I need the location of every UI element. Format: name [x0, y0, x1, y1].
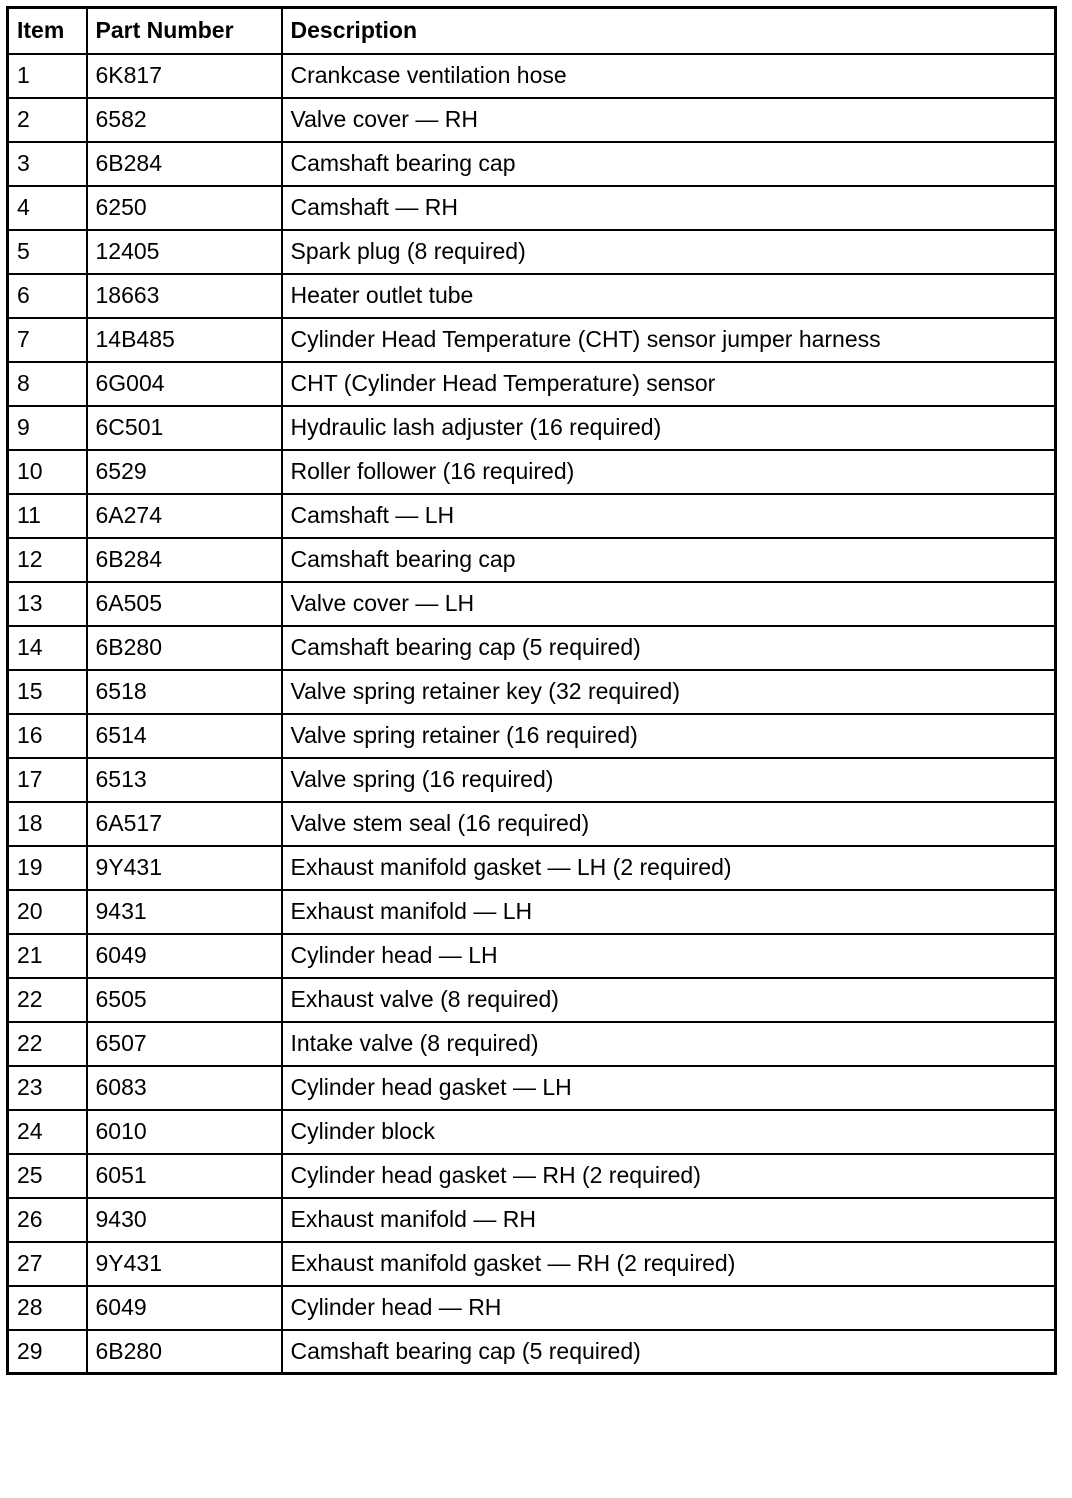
cell-item: 8	[8, 362, 87, 406]
header-item: Item	[8, 8, 87, 54]
cell-part-number: 9430	[87, 1198, 282, 1242]
table-row	[8, 98, 1056, 142]
cell-item: 10	[8, 450, 87, 494]
table-row	[8, 1066, 1056, 1110]
table-row	[8, 1330, 1056, 1374]
cell-description: Cylinder Head Temperature (CHT) sensor jumper harness	[282, 318, 1056, 362]
table-row	[8, 1022, 1056, 1066]
table-row	[8, 758, 1056, 802]
cell-item: 6	[8, 274, 87, 318]
cell-part-number: 6A274	[87, 494, 282, 538]
cell-item: 18	[8, 802, 87, 846]
cell-description: Valve cover — RH	[282, 98, 1056, 142]
cell-description: Exhaust valve (8 required)	[282, 978, 1056, 1022]
table-row	[8, 186, 1056, 230]
table-row	[8, 670, 1056, 714]
cell-part-number: 6529	[87, 450, 282, 494]
table-row	[8, 846, 1056, 890]
cell-description: Spark plug (8 required)	[282, 230, 1056, 274]
parts-table	[6, 6, 1057, 1375]
table-row	[8, 54, 1056, 98]
cell-item: 29	[8, 1330, 87, 1374]
cell-part-number: 6518	[87, 670, 282, 714]
table-row	[8, 1286, 1056, 1330]
cell-part-number: 6250	[87, 186, 282, 230]
cell-part-number: 6049	[87, 1286, 282, 1330]
cell-item: 21	[8, 934, 87, 978]
cell-description: Camshaft bearing cap (5 required)	[282, 1330, 1056, 1374]
cell-description: Hydraulic lash adjuster (16 required)	[282, 406, 1056, 450]
cell-item: 28	[8, 1286, 87, 1330]
cell-item: 19	[8, 846, 87, 890]
cell-description: Heater outlet tube	[282, 274, 1056, 318]
cell-part-number: 6B280	[87, 1330, 282, 1374]
cell-item: 4	[8, 186, 87, 230]
cell-description: Camshaft bearing cap	[282, 142, 1056, 186]
cell-description: Exhaust manifold gasket — LH (2 required)	[282, 846, 1056, 890]
cell-part-number: 6514	[87, 714, 282, 758]
cell-part-number: 6B280	[87, 626, 282, 670]
table-row	[8, 626, 1056, 670]
table-row	[8, 142, 1056, 186]
cell-item: 9	[8, 406, 87, 450]
cell-description: Camshaft bearing cap (5 required)	[282, 626, 1056, 670]
cell-part-number: 6A517	[87, 802, 282, 846]
cell-part-number: 6049	[87, 934, 282, 978]
cell-description: Camshaft bearing cap	[282, 538, 1056, 582]
cell-description: Cylinder head — RH	[282, 1286, 1056, 1330]
cell-description: Crankcase ventilation hose	[282, 54, 1056, 98]
cell-description: Cylinder head gasket — LH	[282, 1066, 1056, 1110]
cell-item: 2	[8, 98, 87, 142]
header-row	[8, 8, 1056, 54]
cell-part-number: 9Y431	[87, 1242, 282, 1286]
cell-item: 25	[8, 1154, 87, 1198]
cell-description: Valve spring (16 required)	[282, 758, 1056, 802]
table-row	[8, 362, 1056, 406]
cell-item: 23	[8, 1066, 87, 1110]
table-header	[8, 8, 1056, 54]
table-row	[8, 890, 1056, 934]
cell-part-number: 9431	[87, 890, 282, 934]
cell-description: Camshaft — LH	[282, 494, 1056, 538]
table-row	[8, 1242, 1056, 1286]
table-row	[8, 802, 1056, 846]
table-row	[8, 274, 1056, 318]
cell-part-number: 6083	[87, 1066, 282, 1110]
cell-part-number: 18663	[87, 274, 282, 318]
cell-part-number: 6K817	[87, 54, 282, 98]
table-row	[8, 1198, 1056, 1242]
cell-description: Valve cover — LH	[282, 582, 1056, 626]
table-row	[8, 230, 1056, 274]
table-row	[8, 1154, 1056, 1198]
cell-part-number: 6B284	[87, 142, 282, 186]
cell-part-number: 6G004	[87, 362, 282, 406]
cell-description: Exhaust manifold gasket — RH (2 required)	[282, 1242, 1056, 1286]
cell-part-number: 6010	[87, 1110, 282, 1154]
table-row	[8, 978, 1056, 1022]
table-row	[8, 450, 1056, 494]
cell-description: Valve spring retainer (16 required)	[282, 714, 1056, 758]
cell-item: 16	[8, 714, 87, 758]
cell-item: 20	[8, 890, 87, 934]
cell-description: Cylinder head — LH	[282, 934, 1056, 978]
cell-item: 12	[8, 538, 87, 582]
cell-description: Exhaust manifold — RH	[282, 1198, 1056, 1242]
cell-part-number: 12405	[87, 230, 282, 274]
cell-item: 17	[8, 758, 87, 802]
cell-description: Cylinder block	[282, 1110, 1056, 1154]
cell-part-number: 6051	[87, 1154, 282, 1198]
cell-description: CHT (Cylinder Head Temperature) sensor	[282, 362, 1056, 406]
cell-item: 22	[8, 1022, 87, 1066]
cell-part-number: 6582	[87, 98, 282, 142]
cell-description: Valve stem seal (16 required)	[282, 802, 1056, 846]
cell-part-number: 6C501	[87, 406, 282, 450]
cell-description: Cylinder head gasket — RH (2 required)	[282, 1154, 1056, 1198]
cell-part-number: 6507	[87, 1022, 282, 1066]
table-row	[8, 494, 1056, 538]
cell-item: 26	[8, 1198, 87, 1242]
cell-item: 22	[8, 978, 87, 1022]
cell-item: 3	[8, 142, 87, 186]
cell-item: 13	[8, 582, 87, 626]
table-row	[8, 318, 1056, 362]
table-row	[8, 1110, 1056, 1154]
header-description: Description	[282, 8, 1056, 54]
cell-description: Intake valve (8 required)	[282, 1022, 1056, 1066]
cell-part-number: 6B284	[87, 538, 282, 582]
cell-item: 24	[8, 1110, 87, 1154]
cell-item: 27	[8, 1242, 87, 1286]
cell-part-number: 6A505	[87, 582, 282, 626]
table-row	[8, 714, 1056, 758]
header-part-number: Part Number	[87, 8, 282, 54]
cell-item: 1	[8, 54, 87, 98]
cell-description: Valve spring retainer key (32 required)	[282, 670, 1056, 714]
cell-part-number: 6505	[87, 978, 282, 1022]
table-row	[8, 538, 1056, 582]
cell-part-number: 14B485	[87, 318, 282, 362]
table-row	[8, 582, 1056, 626]
cell-part-number: 9Y431	[87, 846, 282, 890]
cell-item: 11	[8, 494, 87, 538]
table-row	[8, 934, 1056, 978]
cell-item: 14	[8, 626, 87, 670]
table-row	[8, 406, 1056, 450]
cell-item: 5	[8, 230, 87, 274]
table-body	[8, 54, 1056, 1374]
cell-part-number: 6513	[87, 758, 282, 802]
cell-description: Roller follower (16 required)	[282, 450, 1056, 494]
cell-item: 15	[8, 670, 87, 714]
cell-description: Camshaft — RH	[282, 186, 1056, 230]
cell-description: Exhaust manifold — LH	[282, 890, 1056, 934]
cell-item: 7	[8, 318, 87, 362]
